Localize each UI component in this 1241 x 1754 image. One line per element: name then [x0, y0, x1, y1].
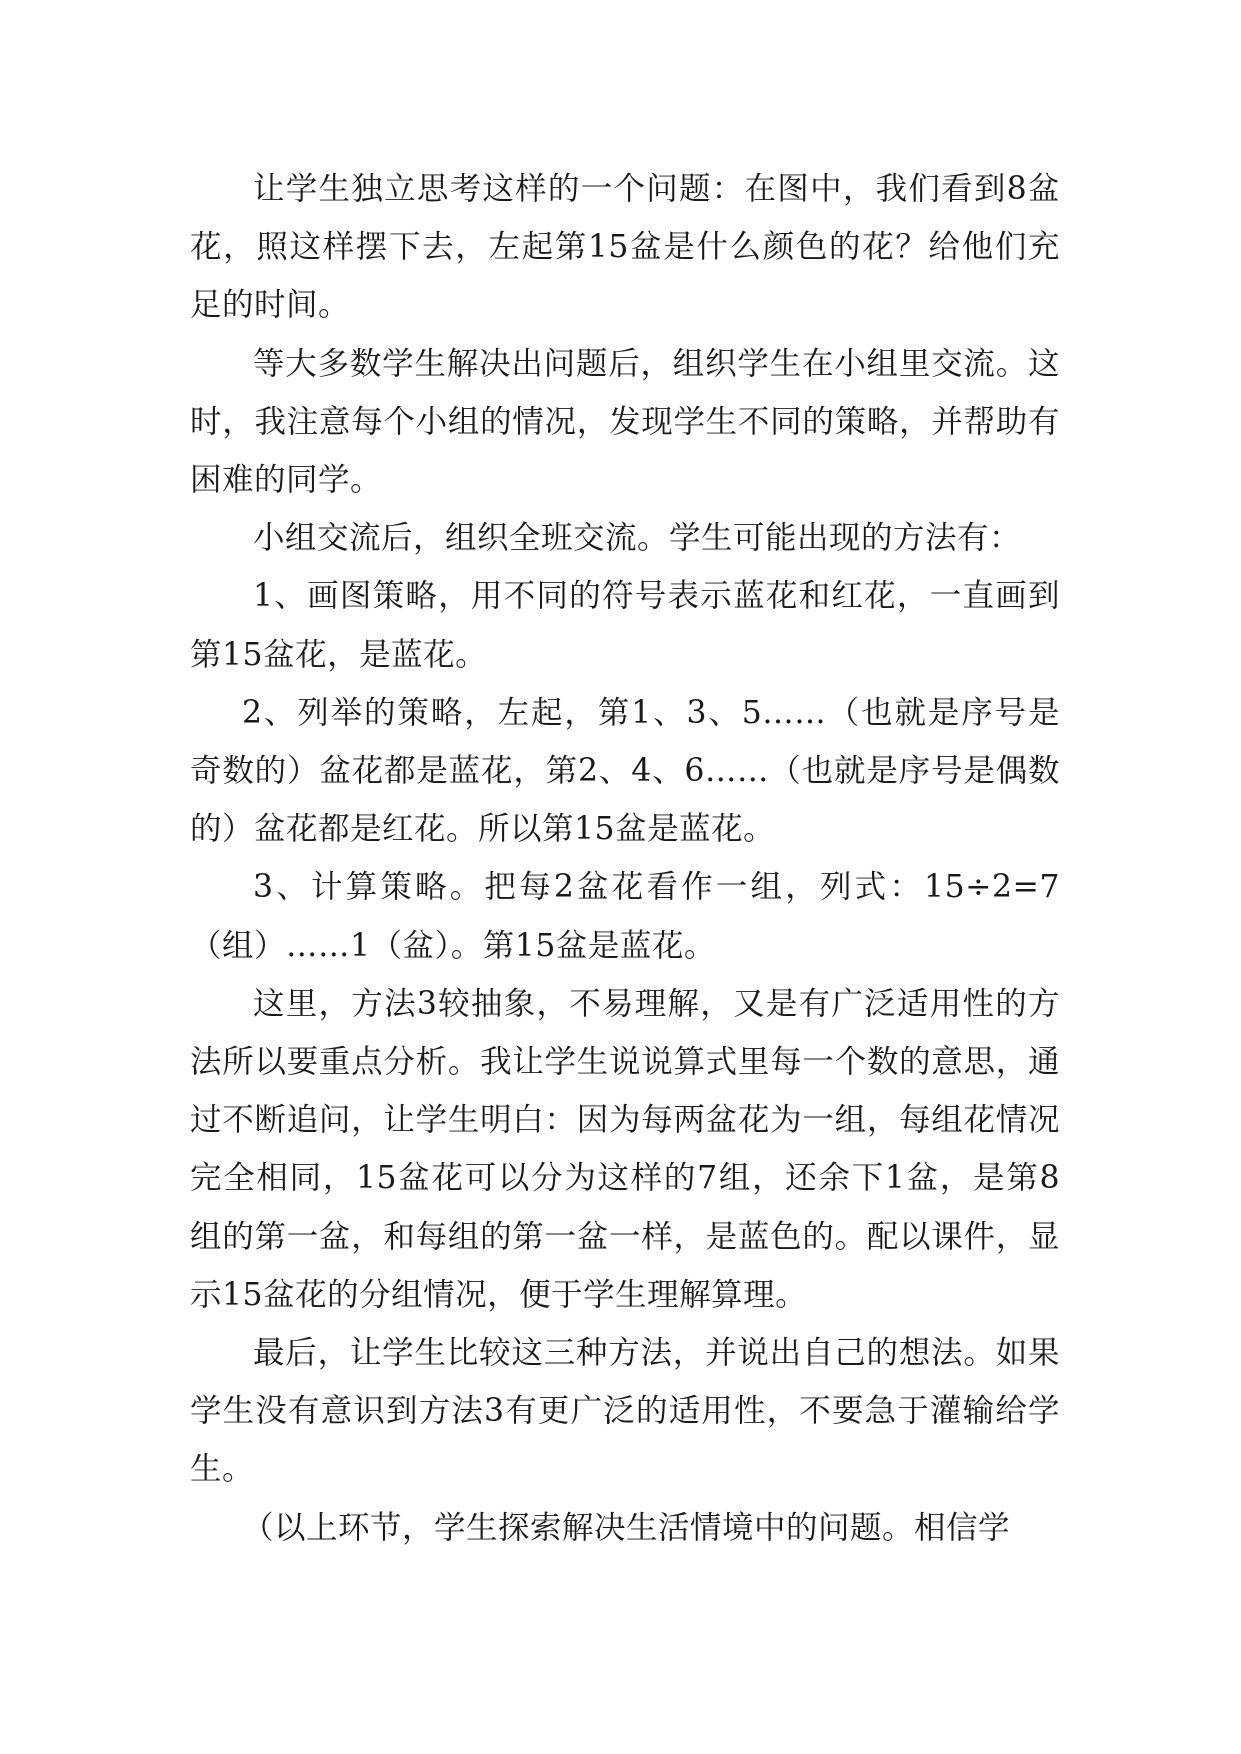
paragraph-1: 让学生独立思考这样的一个问题：在图中，我们看到8盆花，照这样摆下去，左起第15盆是什么颜色的花？给他们充足的时间。 — [190, 171, 1060, 324]
paragraph-6: 3、计算策略。把每2盆花看作一组，列式：15÷2=7（组）……1（盆）。第15盆是蓝花。 — [190, 869, 1060, 964]
paragraph-9: （以上环节，学生探索解决生活情境中的问题。相信学 — [241, 1509, 1010, 1546]
document-body — [190, 160, 1060, 1557]
paragraph-2: 等大多数学生解决出问题后，组织学生在小组里交流。这时，我注意每个小组的情况，发现学生不同的策略，并帮助有困难的同学。 — [190, 345, 1060, 499]
paragraph-4: 1、画图策略，用不同的符号表示蓝花和红花，一直画到第15盆花，是蓝花。 — [190, 578, 1060, 673]
paragraph-5: 2、列举的策略，左起，第1、3、5……（也就是序号是奇数的）盆花都是蓝花，第2、4、6……（也就是序号是偶数的）盆花都是红花。所以第15盆是蓝花。 — [190, 694, 1060, 848]
paragraph-7: 这里，方法3较抽象，不易理解，又是有广泛适用性的方法所以要重点分析。我让学生说说算式里每一个数的意思，通过不断追问，让学生明白：因为每两盆花为一组，每组花情况完全相同，15盆花可以分为这样的7组，还余下1盆，是第8组的第一盆，和每组的第一盆一样，是蓝色的。配以课件，显示15盆花的分组情况，便于学生理解算理。 — [190, 985, 1060, 1313]
paragraph-8: 最后，让学生比较这三种方法，并说出自己的想法。如果学生没有意识到方法3有更广泛的适用性，不要急于灌输给学生。 — [190, 1335, 1060, 1488]
paragraph-3: 小组交流后，组织全班交流。学生可能出现的方法有： — [253, 520, 1022, 557]
